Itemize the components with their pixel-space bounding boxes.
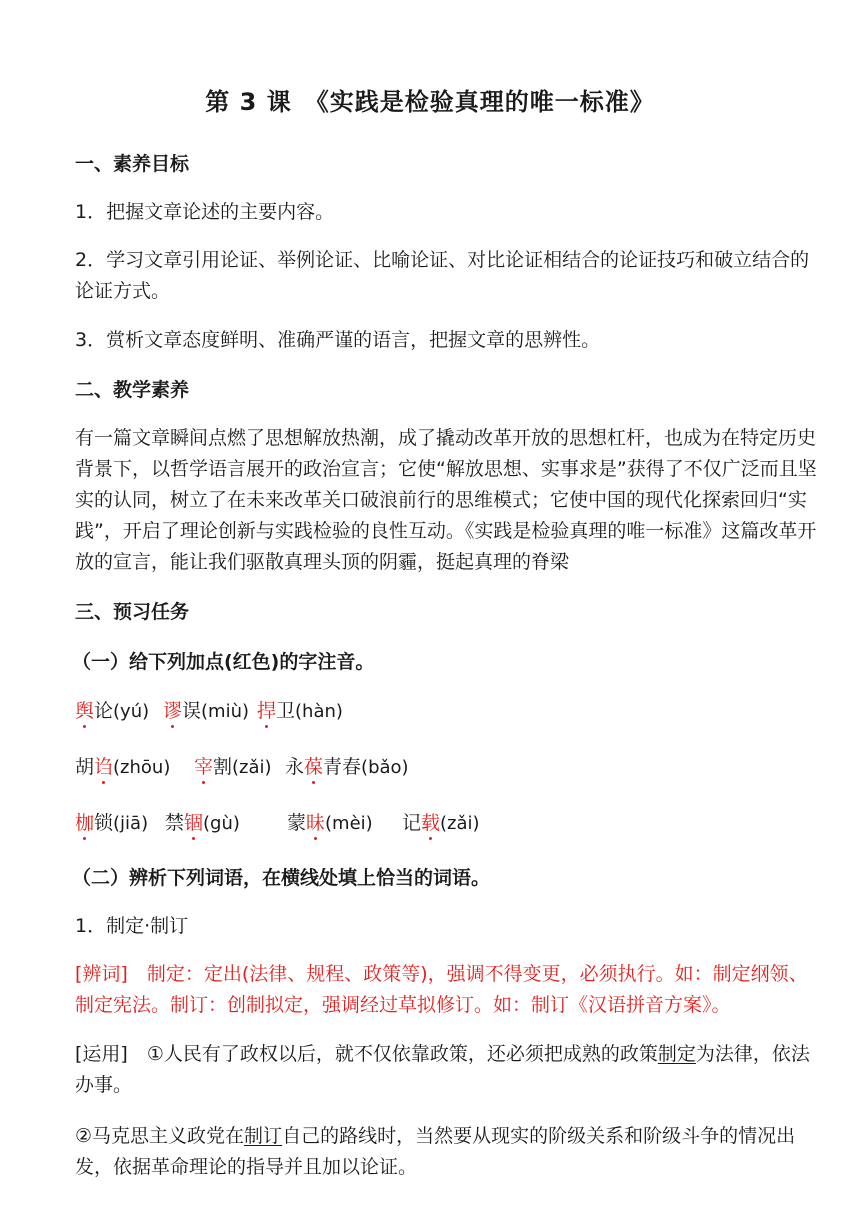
dotted-char: 枷 xyxy=(75,809,94,837)
dotted-char: 葆 xyxy=(304,753,323,781)
pinyin-text: (zǎi) xyxy=(232,757,272,778)
dotted-char: 舆 xyxy=(75,697,94,725)
word-pre: 禁 xyxy=(165,812,185,834)
pinyin-item xyxy=(257,697,343,726)
pinyin-text: (zhōu) xyxy=(113,757,171,778)
word-pre: 永 xyxy=(285,756,305,778)
sentence-text: 为法律，依法办事。 xyxy=(75,1043,810,1096)
goal-item: 2．学习文章引用论证、举例论证、比喻论证、对比论证相结合的论证技巧和破立结合的论证方式。 xyxy=(75,249,810,302)
usage-sentence-2 xyxy=(75,1121,825,1183)
sentence-text: [运用] ①人民有了政权以后，就不仅依靠政策，还必须把成熟的政策 xyxy=(75,1043,658,1065)
dotted-char: 谬 xyxy=(163,697,182,725)
sentence-text: 自己的路线时，当然要从现实的阶级关系和阶级斗争的情况出发，依据革命理论的指导并且加以论证。 xyxy=(75,1125,796,1178)
pinyin-text: (yú) xyxy=(113,701,150,722)
goal-item: 3．赏析文章态度鲜明、准确严谨的语言，把握文章的思辨性。 xyxy=(75,329,601,351)
answer-blank: 制订 xyxy=(244,1125,283,1147)
word-rest: 论 xyxy=(94,700,114,722)
pinyin-item xyxy=(402,809,480,838)
pinyin-item xyxy=(165,809,240,838)
dotted-char: 昧 xyxy=(306,809,325,837)
pinyin-item xyxy=(285,753,409,782)
word-pre: 记 xyxy=(402,812,422,834)
pinyin-text: (miù) xyxy=(201,701,250,722)
question-number: 1．制定·制订 xyxy=(75,915,189,937)
pinyin-text: (gù) xyxy=(203,813,240,834)
word-rest: 卫 xyxy=(276,700,296,722)
word-pre: 胡 xyxy=(75,756,95,778)
subheading-pinyin: （一）给下列加点(红色)的字注音。 xyxy=(72,651,375,673)
section-heading-teaching: 二、教学素养 xyxy=(75,379,190,401)
pinyin-text: (mèi) xyxy=(325,813,373,834)
pinyin-item xyxy=(163,697,249,726)
pinyin-text: (bǎo) xyxy=(361,757,409,778)
pinyin-item xyxy=(75,809,148,838)
pinyin-item xyxy=(194,753,272,782)
pinyin-text: (jiā) xyxy=(113,813,149,834)
word-analysis: [辨词] 制定：定出(法律、规程、政策等)，强调不得变更，必须执行。如：制定纲领、制定宪法。制订：创制拟定，强调经过草拟修订。如：制订《汉语拼音方案》。 xyxy=(75,963,808,1016)
teaching-paragraph: 有一篇文章瞬间点燃了思想解放热潮，成了撬动改革开放的思想杠杆，也成为在特定历史背景下，以哲学语言展开的政治宣言；它使“解放思想、实事求是”获得了不仅广泛而且坚实的认同，树立了在未来改革关口破浪前行的思维模式；它使中国的现代化探索回归“实践”，开启了理论创新与实践检验的良性互动。《实践是检验真理的唯一标准》这篇改革开放的宣言，能让我们驱散真理头顶的阴霾，挺起真理的脊梁 xyxy=(75,427,817,573)
word-pre: 蒙 xyxy=(287,812,307,834)
sentence-text: ②马克思主义政党在 xyxy=(75,1125,245,1147)
word-rest: 误 xyxy=(182,700,202,722)
goal-item: 1．把握文章论述的主要内容。 xyxy=(75,201,335,223)
subheading-words: （二）辨析下列词语，在横线处填上恰当的词语。 xyxy=(72,867,491,889)
pinyin-text: (zǎi) xyxy=(440,813,480,834)
pinyin-item xyxy=(75,753,170,782)
pinyin-item xyxy=(287,809,373,838)
section-heading-goals: 一、素养目标 xyxy=(75,153,190,175)
page-title: 第 3 课 《实践是检验真理的唯一标准》 xyxy=(205,88,655,116)
dotted-char: 宰 xyxy=(194,753,213,781)
pinyin-item xyxy=(75,697,149,726)
word-rest: 青春 xyxy=(323,756,362,778)
dotted-char: 捍 xyxy=(257,697,276,725)
answer-blank: 制定 xyxy=(657,1043,696,1065)
dotted-char: 载 xyxy=(421,809,440,837)
section-heading-preview: 三、预习任务 xyxy=(75,601,190,623)
word-rest: 锁 xyxy=(94,812,114,834)
pinyin-text: (hàn) xyxy=(295,701,343,722)
word-rest: 割 xyxy=(213,756,233,778)
dotted-char: 诌 xyxy=(94,753,113,781)
usage-sentence-1 xyxy=(75,1039,825,1101)
dotted-char: 锢 xyxy=(184,809,203,837)
